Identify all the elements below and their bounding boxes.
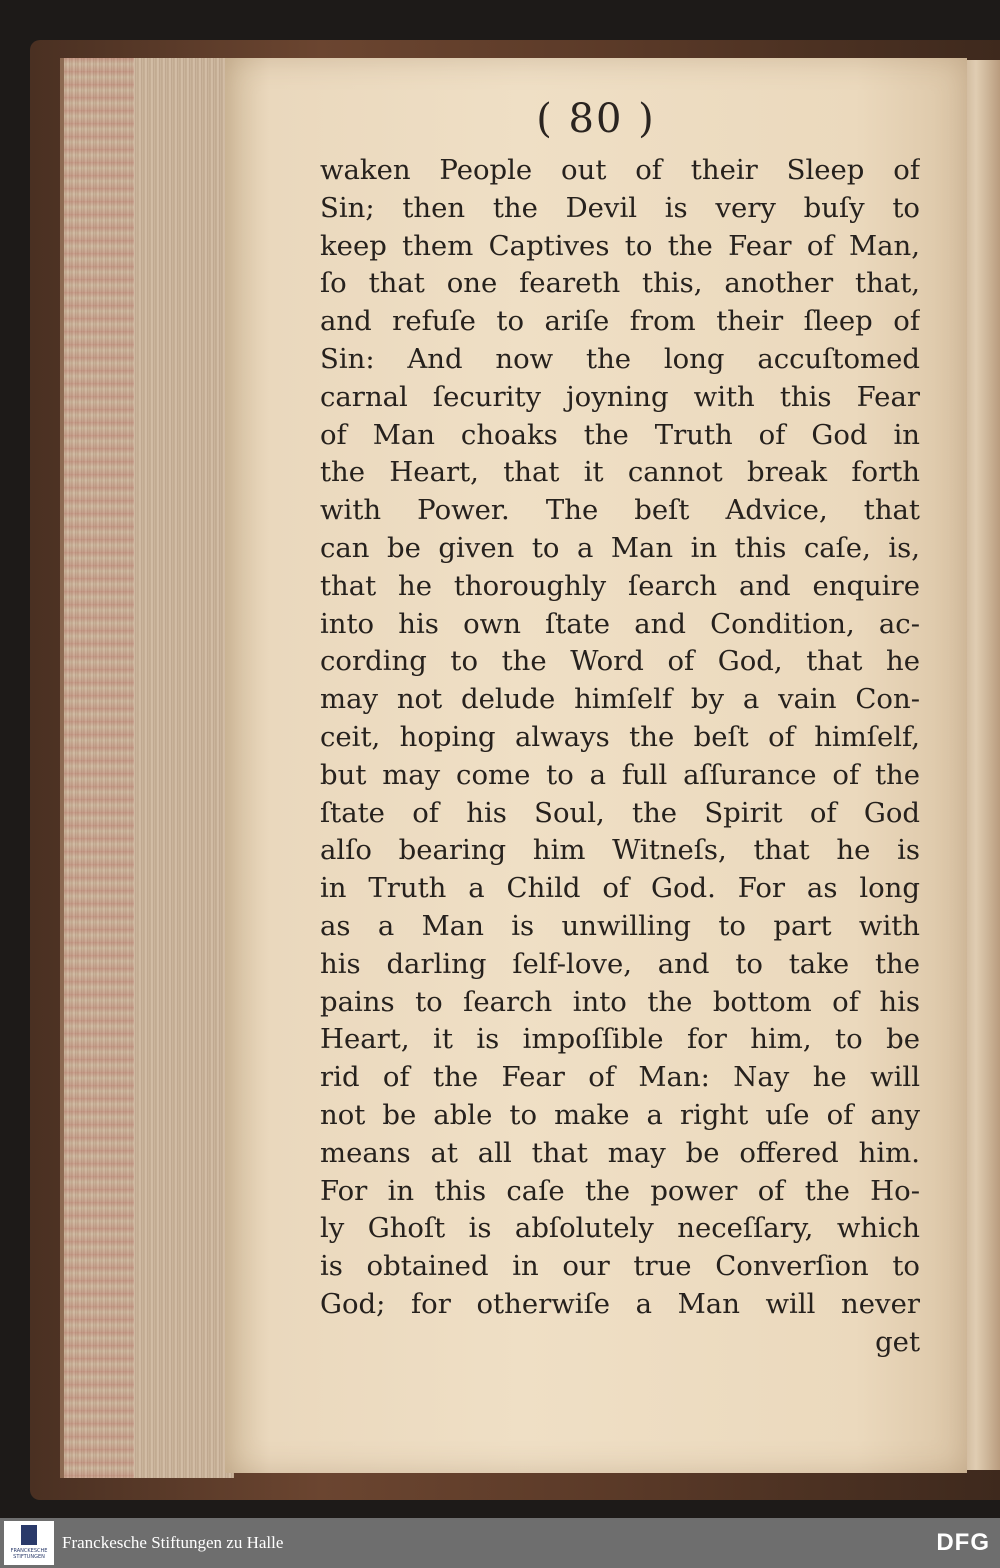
- text-line: but may come to a full aſſurance of the: [320, 758, 920, 791]
- text-line: of Man choaks the Truth of God in: [320, 418, 920, 451]
- text-line: may not delude himſelf by a vain Con-: [320, 683, 920, 716]
- text-line: ſtate of his Soul, the Spirit of God: [320, 796, 920, 829]
- text-line: Heart, it is impoſſible for him, to be: [320, 1023, 920, 1056]
- text-line: Sin; then the Devil is very buſy to: [320, 191, 920, 224]
- text-line: can be given to a Man in this caſe, is,: [320, 531, 920, 564]
- text-line: with Power. The beſt Advice, that: [320, 494, 920, 527]
- text-line: ceit, hoping always the beſt of himſelf,: [320, 720, 920, 753]
- catchword: get: [875, 1325, 920, 1358]
- building-icon: [21, 1525, 37, 1545]
- text-line: ſo that one feareth this, another that,: [320, 267, 920, 300]
- page-text: [320, 152, 920, 1362]
- text-line: Sin: And now the long accuſtomed: [320, 342, 920, 375]
- text-line: the Heart, that it cannot break forth: [320, 456, 920, 489]
- footer-bar: [0, 1518, 1000, 1568]
- text-line: means at all that may be offered him.: [320, 1136, 920, 1169]
- text-line: rid of the Fear of Man: Nay he will: [320, 1061, 920, 1094]
- page-number: ( 80 ): [536, 96, 656, 142]
- text-line: pains to ſearch into the bottom of his: [320, 985, 920, 1018]
- text-line: into his own ſtate and Condition, ac-: [320, 607, 920, 640]
- text-line: keep them Captives to the Fear of Man,: [320, 229, 920, 262]
- logo-text: FRANCKESCHE STIFTUNGEN: [10, 1548, 48, 1560]
- text-line: God; for otherwiſe a Man will never: [320, 1287, 920, 1320]
- page-block-edges: [60, 58, 234, 1478]
- text-line: in Truth a Child of God. For as long: [320, 872, 920, 905]
- text-line: not be able to make a right uſe of any: [320, 1098, 920, 1131]
- text-line: For in this caſe the power of the Ho-: [320, 1174, 920, 1207]
- text-line: alſo bearing him Witneſs, that he is: [320, 834, 920, 867]
- text-line: carnal ſecurity joyning with this Fear: [320, 380, 920, 413]
- book-page: [225, 58, 967, 1473]
- text-line: that he thoroughly ſearch and enquire: [320, 569, 920, 602]
- institution-name[interactable]: Franckesche Stiftungen zu Halle: [62, 1533, 284, 1552]
- text-line: cording to the Word of God, that he: [320, 645, 920, 678]
- text-line: as a Man is unwilling to part with: [320, 909, 920, 942]
- text-line: ly Ghoſt is abſolutely neceſſary, which: [320, 1212, 920, 1245]
- dfg-logo[interactable]: DFG: [936, 1529, 990, 1556]
- franckesche-stiftungen-logo[interactable]: [4, 1521, 54, 1565]
- text-line: waken People out of their Sleep of: [320, 154, 920, 186]
- text-line: is obtained in our true Converſion to: [320, 1250, 920, 1283]
- text-line: his darling ſelf-love, and to take the: [320, 947, 920, 980]
- text-line: and refuſe to ariſe from their ſleep of: [320, 305, 920, 338]
